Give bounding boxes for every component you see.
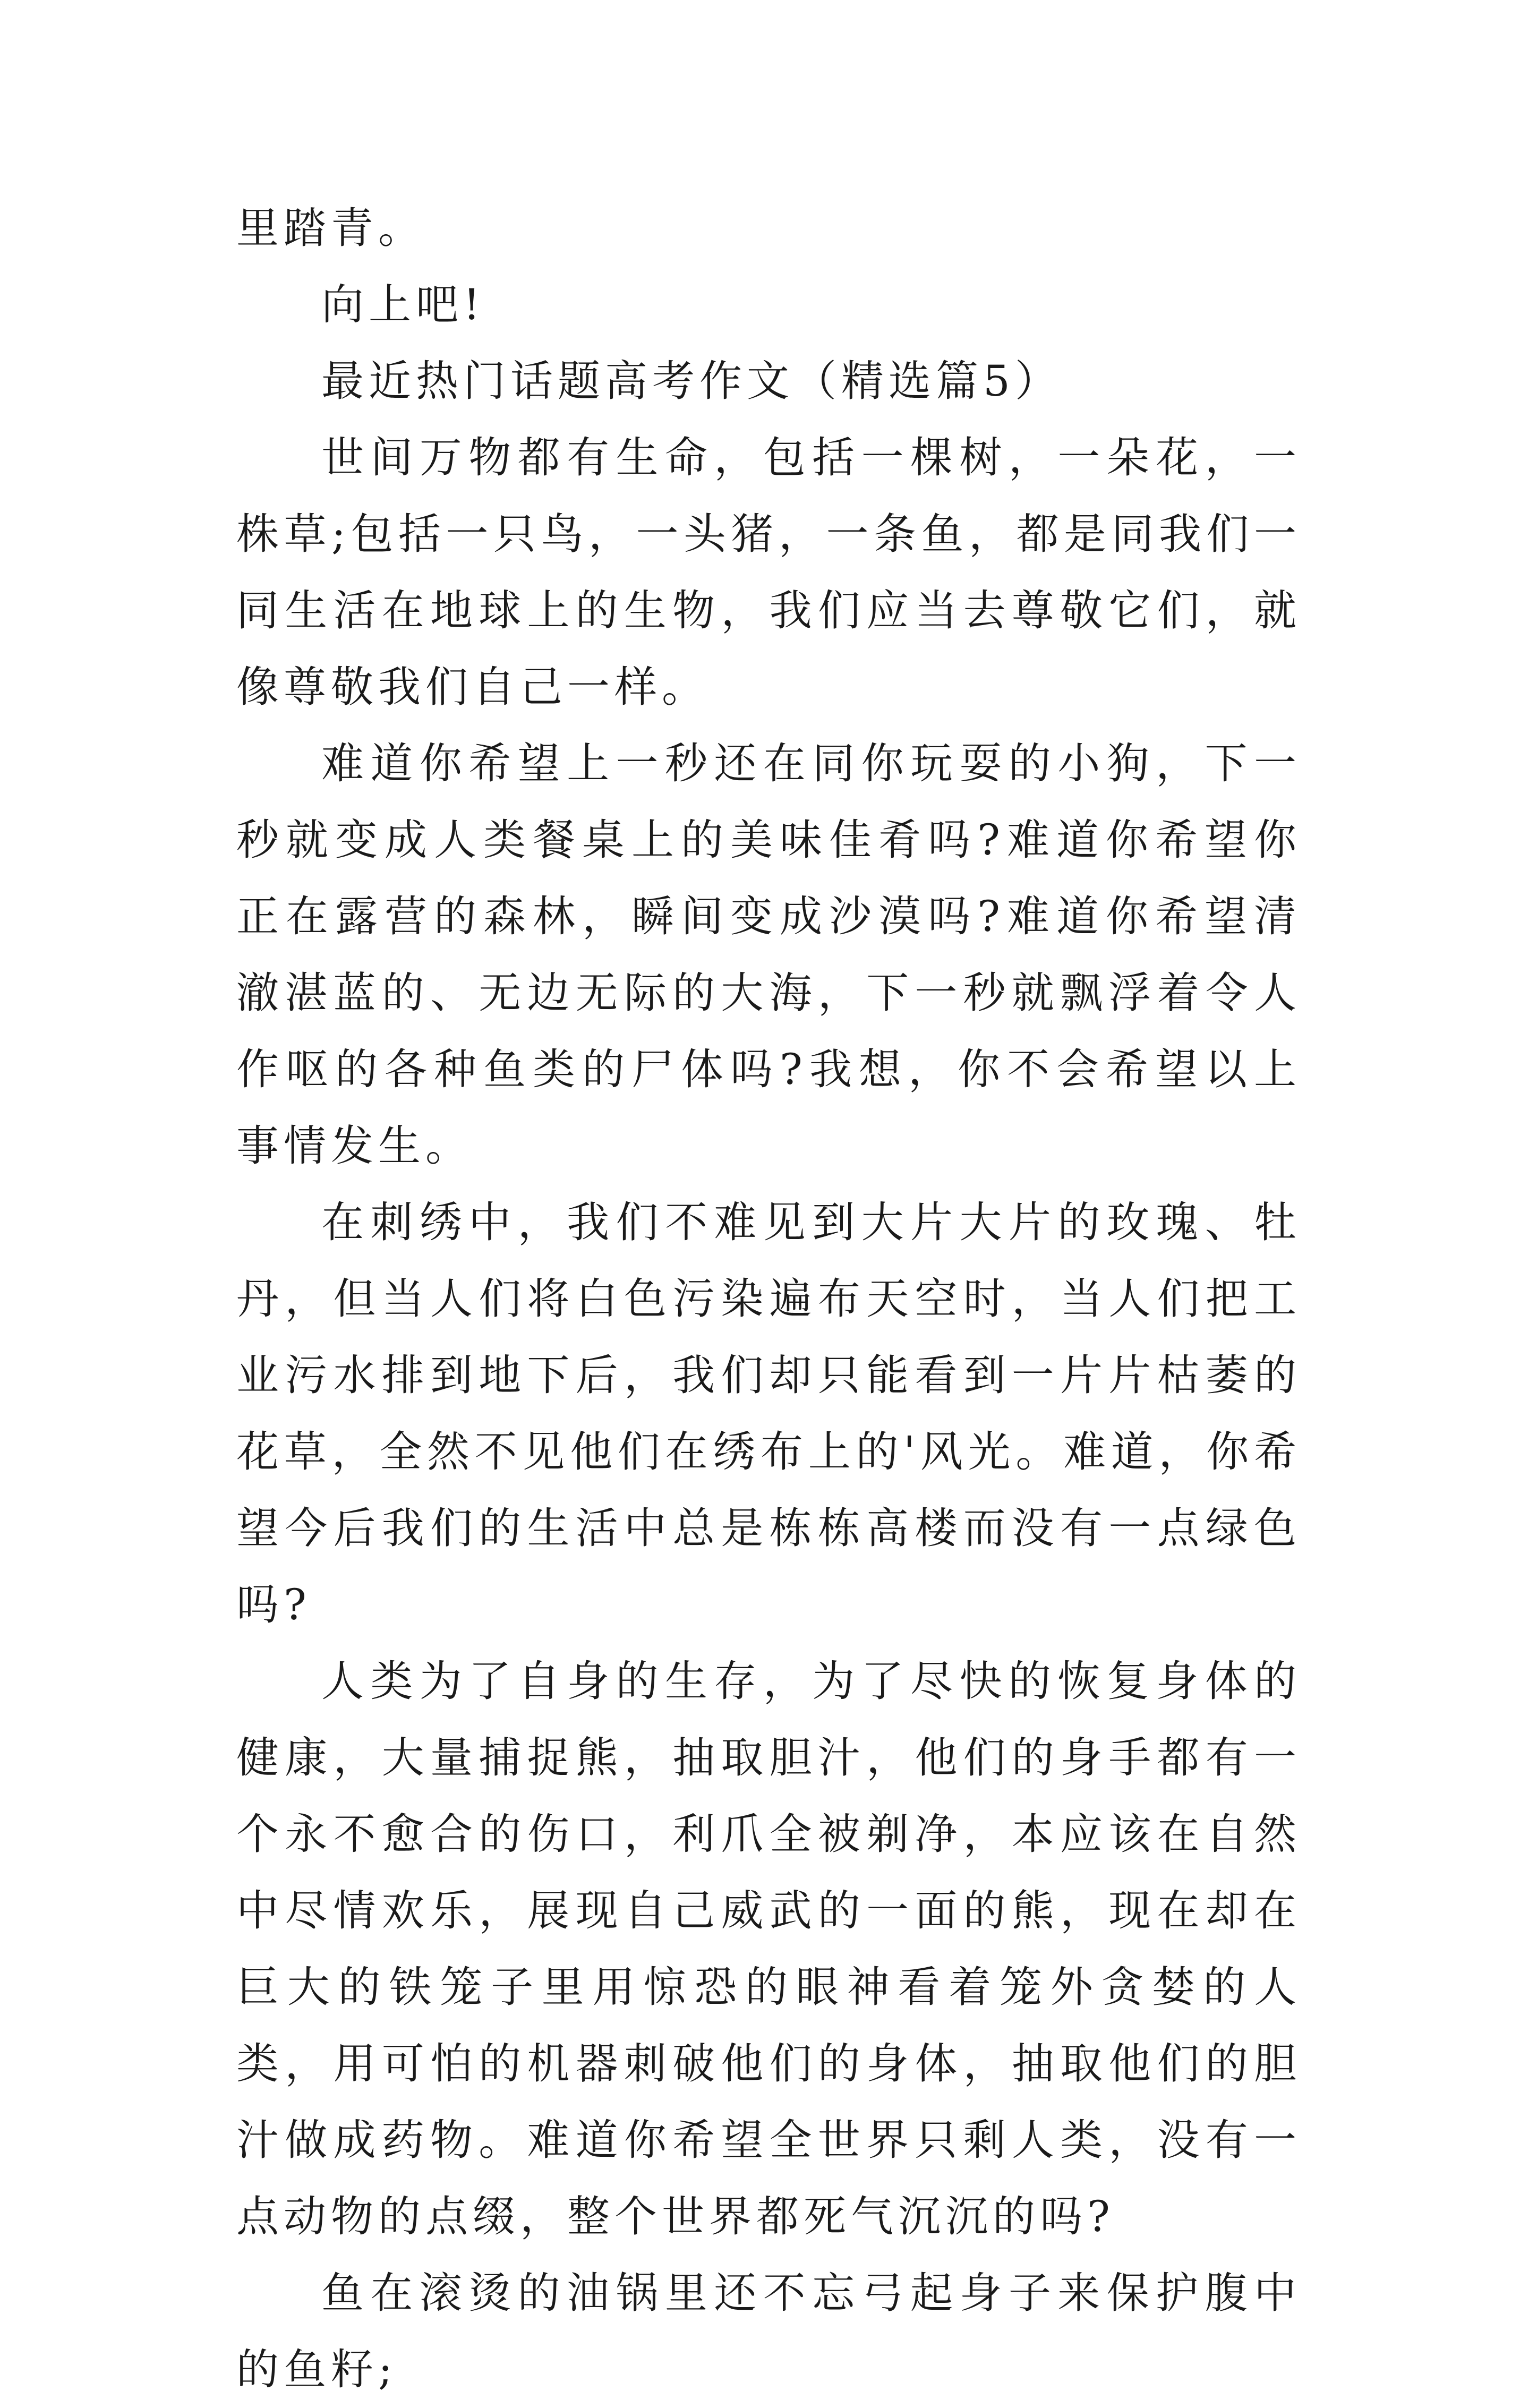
document-body <box>236 190 1301 2408</box>
paragraph: 人类为了自身的生存，为了尽快的恢复身体的健康，大量捕捉熊，抽取胆汁，他们的身手都有一个永不愈合的伤口，利爪全被剃净，本应该在自然中尽情欢乐，展现自己威武的一面的熊，现在却在巨大的铁笼子里用惊恐的眼神看着笼外贪婪的人类，用可怕的机器刺破他们的身体，抽取他们的胆汁做成药物。难道你希望全世界只剩人类，没有一点动物的点缀，整个世界都死气沉沉的吗? <box>236 1656 1301 2241</box>
paragraph: 难道你希望上一秒还在同你玩耍的小狗，下一秒就变成人类餐桌上的美味佳肴吗?难道你希望你正在露营的森林，瞬间变成沙漠吗?难道你希望清澈湛蓝的、无边无际的大海，下一秒就飘浮着令人作呕的各种鱼类的尸体吗?我想，你不会希望以上事情发生。 <box>236 739 1301 1171</box>
paragraph: 里踏青。 <box>236 203 425 253</box>
paragraph: 鱼在滚烫的油锅里还不忘弓起身子来保护腹中的鱼籽; <box>236 2268 1301 2394</box>
paragraph: 世间万物都有生命，包括一棵树，一朵花，一株草;包括一只鸟，一头猪，一条鱼，都是同我们一同生活在地球上的生物，我们应当去尊敬它们，就像尊敬我们自己一样。 <box>236 433 1301 712</box>
section-heading: 最近热门话题高考作文（精选篇5） <box>321 356 1062 406</box>
paragraph: 向上吧! <box>321 280 485 329</box>
paragraph: 在刺绣中，我们不难见到大片大片的玫瑰、牡丹，但当人们将白色污染遍布天空时，当人们把工业污水排到地下后，我们却只能看到一片片枯萎的花草，全然不见他们在绣布上的'风光。难道，你希望今后我们的生活中总是栋栋高楼而没有一点绿色吗? <box>236 1198 1301 1629</box>
